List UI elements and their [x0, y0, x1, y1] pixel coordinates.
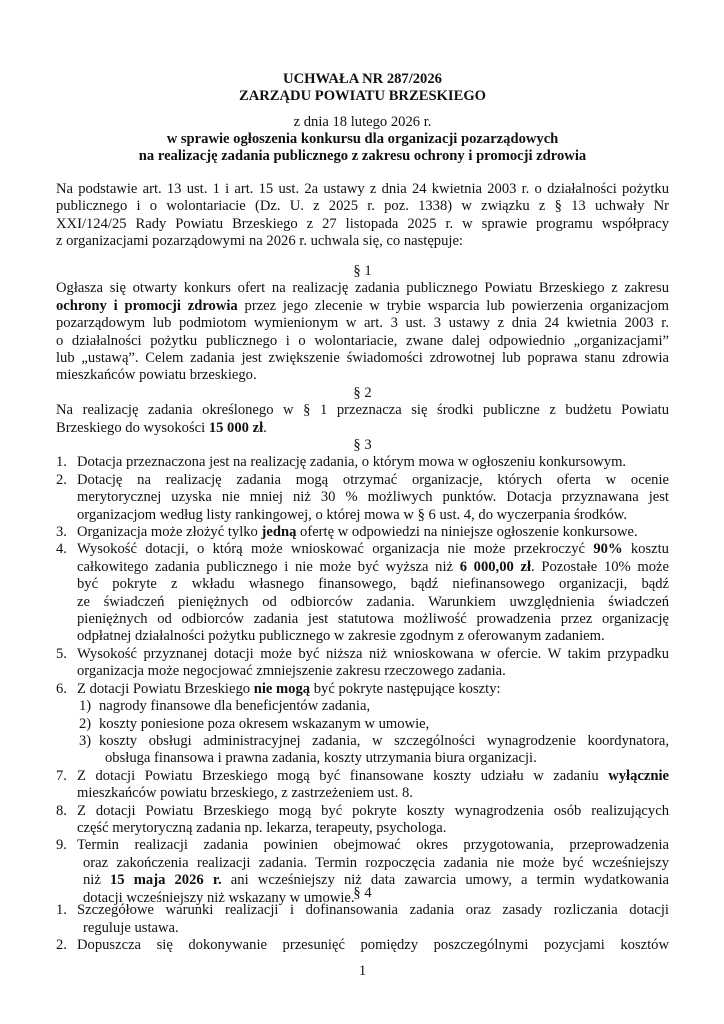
item-line [77, 768, 669, 785]
text-span: całkowitego zadania publicznego i nie może być wyższa niż [77, 558, 460, 575]
section-line: Na realizację zadania określonego w § 1 przeznacza się środki publiczne z budżetu Powiatu [56, 402, 669, 419]
resolution-subject [56, 131, 669, 166]
text-span: . Pozostałe 10% może [531, 558, 669, 575]
item-line [77, 541, 669, 558]
title-line-1: UCHWAŁA NR 287/2026 [283, 71, 442, 87]
sub-list-item [56, 733, 669, 768]
text-span: Z dotacji Powiatu Brzeskiego [77, 680, 254, 697]
item-line: Dotację na realizację zadania mogą otrzymać organizacje, których oferta w ocenie [77, 471, 669, 488]
item-line: oraz zakończenia realizacji zadania. Termin rozpoczęcia zadania nie może być wcześniejszy [83, 854, 669, 871]
page-number: 1 [358, 963, 367, 979]
list-item [56, 902, 669, 937]
start-date: 15 maja 2026 r. [110, 872, 222, 889]
amount: 6 000,00 zł [459, 558, 532, 575]
bold-phrase: nie mogą [253, 680, 311, 697]
item-line: nagrody finansowe dla beneficjentów zadania, [99, 698, 371, 715]
item-number: 6. [56, 680, 67, 697]
section-line: o działalności pożytku publicznego i o wolontariacie, zwane dalej odpowiednio „organizacjami” [56, 332, 669, 349]
item-line [77, 524, 669, 541]
list-item [56, 768, 669, 803]
text-span: Z dotacji Powiatu Brzeskiego mogą być finansowane koszty udziału w zadaniu [77, 767, 609, 784]
item-line: merytorycznej uzyska nie mniej niż 30 % możliwych punktów. Dotacja przyznawana jest [77, 489, 669, 506]
item-line [77, 559, 669, 576]
item-number: 9. [56, 837, 67, 854]
text-span: niż [83, 872, 110, 889]
preamble-line: XXI/124/25 Rady Powiatu Brzeskiego z 27 listopada 2025 r. w sprawie programu współpracy [56, 215, 669, 232]
section-heading: § 2 [353, 385, 372, 401]
item-number: 3. [56, 524, 67, 541]
sub-item-number: 3) [79, 732, 92, 749]
text-span: być pokryte następujące koszty: [310, 680, 501, 697]
bold-phrase: wyłącznie [608, 767, 669, 784]
list-item [56, 541, 669, 645]
item-line: dotacji wcześniejszy niż wskazany w umowie. [83, 889, 355, 906]
item-number: 2. [56, 937, 67, 954]
bold-phrase: jedną [261, 524, 297, 541]
item-line: część merytoryczną zadania np. lekarza, terapeuty, psychologa. [77, 819, 447, 836]
section-line [56, 420, 669, 437]
list-item [56, 472, 669, 524]
bold-phrase: 90% [593, 541, 623, 558]
bold-phrase: ochrony i promocji zdrowia [56, 297, 238, 314]
item-line: Szczegółowe warunki realizacji i dofinansowania zadania oraz zasady rozliczania dotacji [77, 902, 669, 919]
preamble-line: Na podstawie art. 13 ust. 1 i art. 15 ust. 2a ustawy z dnia 24 kwietnia 2003 r. o działalności pożytku [56, 181, 669, 197]
resolution-title [56, 71, 669, 106]
item-number: 2. [56, 471, 67, 488]
item-line: reguluje ustawa. [83, 919, 179, 936]
section-heading: § 1 [353, 263, 372, 279]
item-line: pieniężnych od odbiorców zadania jest statutowa możliwość prowadzenia przez organizację [77, 611, 669, 628]
text-span: kosztu [622, 541, 669, 558]
item-line: Wysokość przyznanej dotacji może być niższa niż wnioskowana w ofercie. W takim przypadku [77, 645, 669, 662]
section-heading: § 3 [353, 437, 372, 453]
section-2 [56, 385, 669, 437]
text-span: Organizacja może złożyć tylko [77, 524, 262, 541]
text-span: . [263, 419, 267, 436]
item-number: 1. [56, 454, 67, 471]
text-span: ani wcześniejszy niż data zawarcia umowy, a termin wydatkowania [221, 872, 670, 889]
item-number: 1. [56, 902, 67, 919]
item-line: ze świadczeń pieniężnych od odbiorców zadania. Warunkiem uwzględnienia świadczeń [77, 593, 669, 610]
list-item [56, 524, 669, 541]
sub-item-number: 1) [79, 698, 92, 715]
subject-line-2: na realizację zadania publicznego z zakresu ochrony i promocji zdrowia [138, 148, 587, 165]
list-item [56, 454, 669, 471]
sub-item-number: 2) [79, 715, 92, 732]
item-number: 7. [56, 767, 67, 784]
item-number: 4. [56, 541, 67, 558]
resolution-date: z dnia 18 lutego 2026 r. [293, 114, 432, 130]
item-number: 8. [56, 802, 67, 819]
item-line: Dopuszcza się dokonywanie przesunięć pomiędzy poszczególnymi pozycjami kosztów [77, 937, 669, 954]
section-heading: § 4 [353, 885, 372, 901]
list-item [56, 681, 669, 698]
section-line: lub „ustawą”. Celem zadania jest zwiększenie świadomości zdrowotnej lub poprawa stanu zdrowia [56, 350, 669, 367]
text-span: Wysokość dotacji, o którą może wnioskować organizacja nie może przekroczyć [77, 541, 594, 558]
section-3 [56, 437, 669, 907]
item-line: mieszkańców powiatu brzeskiego, z zastrzeżeniem ust. 8. [77, 785, 413, 802]
item-line: Dotacja przeznaczona jest na realizację zadania, o którym mowa w ogłoszeniu konkursowym. [77, 454, 627, 471]
list-item [56, 803, 669, 838]
sub-list-item [56, 716, 669, 733]
section-line: mieszkańców powiatu brzeskiego. [56, 367, 257, 384]
list-item [56, 937, 669, 954]
item-line: organizacja może negocjować zmniejszenie zakresu rzeczowego zadania. [77, 663, 506, 680]
subject-line-1: w sprawie ogłoszenia konkursu dla organizacji pozarządowych [166, 131, 559, 147]
list-item [56, 646, 669, 681]
item-line: obsługa finansowa i prawna zadania, koszty utrzymania biura organizacji. [105, 750, 537, 767]
preamble [56, 181, 669, 251]
item-line: Termin realizacji zadania powinien obejmować okres przygotowania, przeprowadzenia [77, 837, 669, 854]
section-line: pozarządowym lub podmiotom wymienionym w art. 3 ust. 3 ustawy z dnia 24 kwietnia 2003 r. [56, 315, 669, 332]
preamble-line: publicznego i o wolontariacie (Dz. U. z 2025 r. poz. 1338) w związku z § 13 uchwały Nr [56, 198, 669, 215]
text-span: Brzeskiego do wysokości [56, 419, 209, 436]
text-span: przez jego zlecenie w trybie wsparcia lub powierzenia organizacjom [237, 297, 669, 314]
section-line: Ogłasza się otwarty konkurs ofert na realizację zadania publicznego Powiatu Brzeskiego z zakresu [56, 280, 669, 297]
item-line: organizacjom według listy rankingowej, o której mowa w § 6 ust. 4, do wyczerpania środków. [77, 506, 627, 523]
item-line: odpłatnej działalności pożytku publicznego w zakresie zgodnym z oferowanym zadaniem. [77, 628, 605, 645]
item-line: Z dotacji Powiatu Brzeskiego mogą być pokryte koszty wynagrodzenia osób realizujących [77, 802, 669, 819]
item-line: koszty obsługi administracyjnej zadania, w szczególności wynagrodzenie koordynatora, [99, 732, 669, 749]
item-line: być pokryte z wkładu własnego finansowego, bądź niefinansowego organizacji, bądź [77, 576, 669, 593]
item-line: koszty poniesione poza okresem wskazanym w umowie, [99, 715, 430, 732]
item-number: 5. [56, 645, 67, 662]
section-4 [56, 885, 669, 955]
section-1 [56, 263, 669, 385]
section-line [56, 298, 669, 315]
item-line [77, 681, 669, 698]
sub-list-item [56, 698, 669, 715]
preamble-line: z organizacjami pozarządowymi na 2026 r. uchwala się, co następuje: [56, 233, 463, 250]
title-line-2: ZARZĄDU POWIATU BRZESKIEGO [238, 88, 487, 105]
amount: 15 000 zł [208, 419, 264, 436]
text-span: ofertę w odpowiedzi na niniejsze ogłoszenie konkursowe. [296, 524, 638, 541]
